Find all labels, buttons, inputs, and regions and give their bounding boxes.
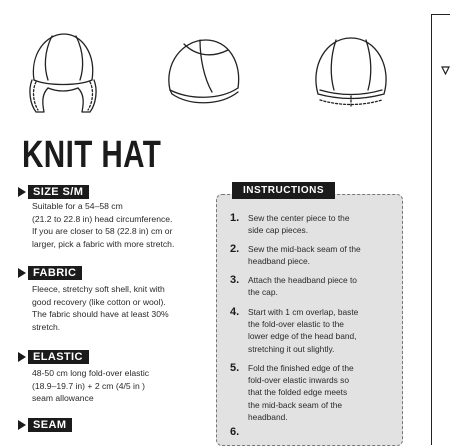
step-line: Sew the center piece to the: [248, 213, 350, 223]
instruction-step: [230, 362, 354, 423]
instructions-header: INSTRUCTIONS: [232, 182, 335, 199]
arrow-icon: [18, 420, 26, 430]
section-label: ELASTIC: [28, 350, 89, 364]
text-line: (18.9–19.7 in) + 2 cm (4/5 in ): [32, 380, 145, 391]
hat-front-icon: [22, 28, 104, 120]
step-line: headband piece.: [248, 256, 310, 267]
step-line: Start with 1 cm overlap, baste: [248, 307, 359, 317]
instruction-step: [230, 426, 248, 438]
step-line: Fold the finished edge of the: [248, 363, 354, 373]
step-line: headband.: [248, 411, 288, 422]
step-number: 4.: [230, 306, 240, 318]
step-number: 5.: [230, 362, 240, 374]
section-label: SEAM: [28, 418, 72, 432]
step-number: 6.: [230, 426, 240, 438]
step-line: the fold-over elastic to the: [248, 319, 344, 330]
instruction-step: [230, 306, 358, 355]
step-line: Sew the mid-back seam of the: [248, 244, 361, 254]
instruction-step: [230, 243, 361, 267]
step-number: 2.: [230, 243, 240, 255]
step-line: Attach the headband piece to: [248, 275, 357, 285]
step-line: stretching it out slightly.: [248, 343, 335, 354]
section-header-seam: [18, 418, 72, 432]
text-line: Suitable for a 54–58 cm: [32, 201, 123, 211]
step-number: 1.: [230, 212, 240, 224]
notch-marker-icon: [441, 62, 450, 80]
section-text-fabric: [32, 283, 169, 333]
instruction-step: [230, 274, 357, 298]
text-line: If you are closer to 58 (22.8 in) cm or: [32, 226, 173, 237]
step-line: lower edge of the head band,: [248, 331, 357, 342]
text-line: 48-50 cm long fold-over elastic: [32, 368, 150, 378]
step-line: that the folded edge meets: [248, 387, 348, 398]
text-line: larger, pick a fabric with more stretch.: [32, 238, 175, 249]
text-line: Fleece, stretchy soft shell, knit with: [32, 284, 165, 294]
step-number: 3.: [230, 274, 240, 286]
arrow-icon: [18, 187, 26, 197]
text-line: (21.2 to 22.8 in) head circumference.: [32, 213, 173, 224]
text-line: The fabric should have at least 30%: [32, 309, 169, 320]
section-header-fabric: [18, 266, 82, 280]
page-title: KNIT HAT: [22, 134, 162, 176]
hat-side-icon: [160, 30, 246, 110]
text-line: seam allowance: [32, 393, 94, 404]
section-text-elastic: [32, 367, 149, 405]
arrow-icon: [18, 268, 26, 278]
text-line: good recovery (like cotton or wool).: [32, 296, 166, 307]
step-line: the cap.: [248, 287, 278, 298]
text-line: stretch.: [32, 321, 61, 332]
hat-back-icon: [306, 30, 396, 116]
instruction-step: [230, 212, 350, 236]
section-text-size: [32, 200, 174, 250]
arrow-icon: [18, 352, 26, 362]
step-line: side cap pieces.: [248, 225, 309, 236]
section-header-elastic: [18, 350, 89, 364]
section-header-size: [18, 185, 89, 199]
step-line: the mid-back seam of the: [248, 399, 343, 410]
section-label: FABRIC: [28, 266, 82, 280]
step-line: fold-over elastic inwards so: [248, 375, 350, 386]
section-label: SIZE S/M: [28, 185, 89, 199]
